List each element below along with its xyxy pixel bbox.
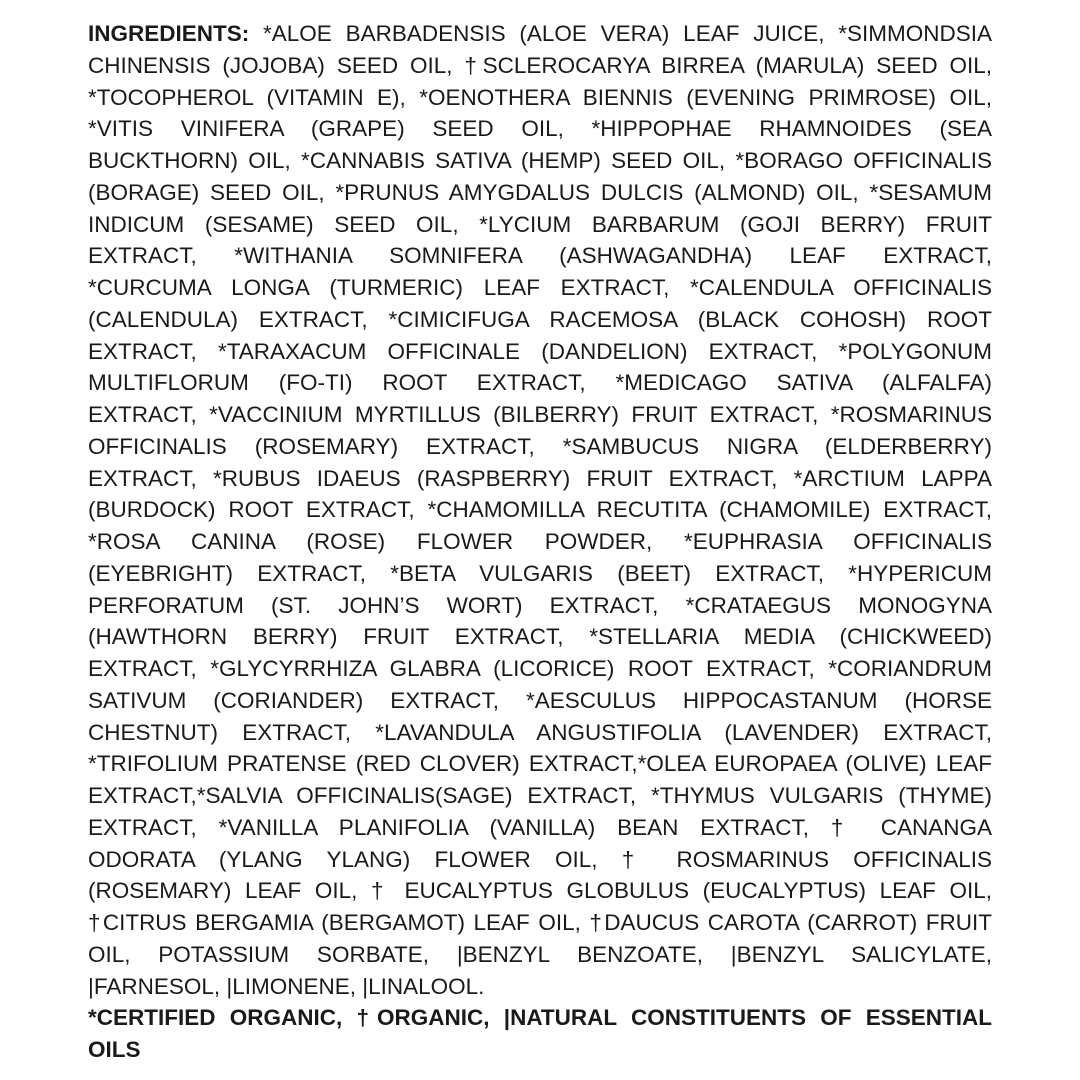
ingredients-line: EXTRACT, *TARAXACUM OFFICINALE (DANDELION) EXTRACT, *POLYGONUM — [88, 338, 992, 364]
ingredients-line: OFFICINALIS (ROSEMARY) EXTRACT, *SAMBUCUS NIGRA (ELDERBERRY) — [88, 433, 992, 459]
ingredients-line: *ROSA CANINA (ROSE) FLOWER POWDER, *EUPHRASIA OFFICINALIS — [88, 529, 992, 554]
ingredients-line: SATIVUM (CORIANDER) EXTRACT, *AESCULUS HIPPOCASTANUM (HORSE — [88, 687, 992, 713]
organic-legend-line: OILS — [88, 1037, 141, 1062]
ingredients-line: *TRIFOLIUM PRATENSE (RED CLOVER) EXTRACT,*OLEA EUROPAEA (OLIVE) LEAF — [88, 751, 992, 777]
ingredients-line: (CALENDULA) EXTRACT, *CIMICIFUGA RACEMOSA (BLACK COHOSH) ROOT — [88, 306, 992, 332]
ingredients-line: BUCKTHORN) OIL, *CANNABIS SATIVA (HEMP) SEED OIL, *BORAGO OFFICINALIS — [88, 148, 992, 173]
organic-legend-line: *CERTIFIED ORGANIC, †ORGANIC, |NATURAL CONSTITUENTS OF ESSENTIAL — [88, 1005, 992, 1031]
ingredients-line: EXTRACT,*SALVIA OFFICINALIS(SAGE) EXTRACT, *THYMUS VULGARIS (THYME) — [88, 783, 992, 808]
ingredients-line: |FARNESOL, |LIMONENE, |LINALOOL. — [88, 973, 485, 999]
ingredients-line: EXTRACT, *VACCINIUM MYRTILLUS (BILBERRY) FRUIT EXTRACT, *ROSMARINUS — [88, 402, 992, 427]
ingredients-line: CHINENSIS (JOJOBA) SEED OIL, †SCLEROCARYA BIRREA (MARULA) SEED OIL, — [88, 52, 992, 78]
ingredients-line: (HAWTHORN BERRY) FRUIT EXTRACT, *STELLARIA MEDIA (CHICKWEED) — [88, 624, 992, 650]
ingredients-line: (ROSEMARY) LEAF OIL, † EUCALYPTUS GLOBULUS (EUCALYPTUS) LEAF OIL, — [88, 878, 992, 904]
ingredients-line: MULTIFLORUM (FO-TI) ROOT EXTRACT, *MEDICAGO SATIVA (ALFALFA) — [88, 370, 992, 396]
ingredients-line: EXTRACT, *GLYCYRRHIZA GLABRA (LICORICE) ROOT EXTRACT, *CORIANDRUM — [88, 656, 992, 681]
ingredients-line: (BORAGE) SEED OIL, *PRUNUS AMYGDALUS DULCIS (ALMOND) OIL, *SESAMUM — [88, 179, 992, 205]
ingredients-line: *VITIS VINIFERA (GRAPE) SEED OIL, *HIPPOPHAE RHAMNOIDES (SEA — [88, 116, 992, 142]
ingredients-line: OIL, POTASSIUM SORBATE, |BENZYL BENZOATE, |BENZYL SALICYLATE, — [88, 941, 992, 967]
ingredients-line: EXTRACT, *VANILLA PLANIFOLIA (VANILLA) BEAN EXTRACT, † CANANGA — [88, 814, 992, 840]
ingredients-line: CHESTNUT) EXTRACT, *LAVANDULA ANGUSTIFOLIA (LAVENDER) EXTRACT, — [88, 719, 992, 745]
ingredients-line: EXTRACT, *WITHANIA SOMNIFERA (ASHWAGANDHA) LEAF EXTRACT, — [88, 243, 992, 269]
ingredients-line: ODORATA (YLANG YLANG) FLOWER OIL, † ROSMARINUS OFFICINALIS — [88, 846, 992, 872]
ingredients-line: *CURCUMA LONGA (TURMERIC) LEAF EXTRACT, *CALENDULA OFFICINALIS — [88, 275, 992, 300]
ingredients-line: *TOCOPHEROL (VITAMIN E), *OENOTHERA BIENNIS (EVENING PRIMROSE) OIL, — [88, 84, 992, 110]
ingredients-line: (BURDOCK) ROOT EXTRACT, *CHAMOMILLA RECUTITA (CHAMOMILE) EXTRACT, — [88, 497, 992, 523]
ingredients-heading: INGREDIENTS: — [88, 21, 250, 46]
ingredients-text-block — [88, 18, 992, 1066]
ingredients-line: PERFORATUM (ST. JOHN’S WORT) EXTRACT, *CRATAEGUS MONOGYNA — [88, 592, 992, 618]
ingredients-line: EXTRACT, *RUBUS IDAEUS (RASPBERRY) FRUIT EXTRACT, *ARCTIUM LAPPA — [88, 465, 992, 491]
ingredients-line: †CITRUS BERGAMIA (BERGAMOT) LEAF OIL, †DAUCUS CAROTA (CARROT) FRUIT — [88, 910, 992, 935]
ingredients-line: (EYEBRIGHT) EXTRACT, *BETA VULGARIS (BEET) EXTRACT, *HYPERICUM — [88, 560, 992, 586]
ingredients-line: INDICUM (SESAME) SEED OIL, *LYCIUM BARBARUM (GOJI BERRY) FRUIT — [88, 211, 992, 237]
ingredients-line: INGREDIENTS: *ALOE BARBADENSIS (ALOE VERA) LEAF JUICE, *SIMMONDSIA — [88, 21, 992, 46]
